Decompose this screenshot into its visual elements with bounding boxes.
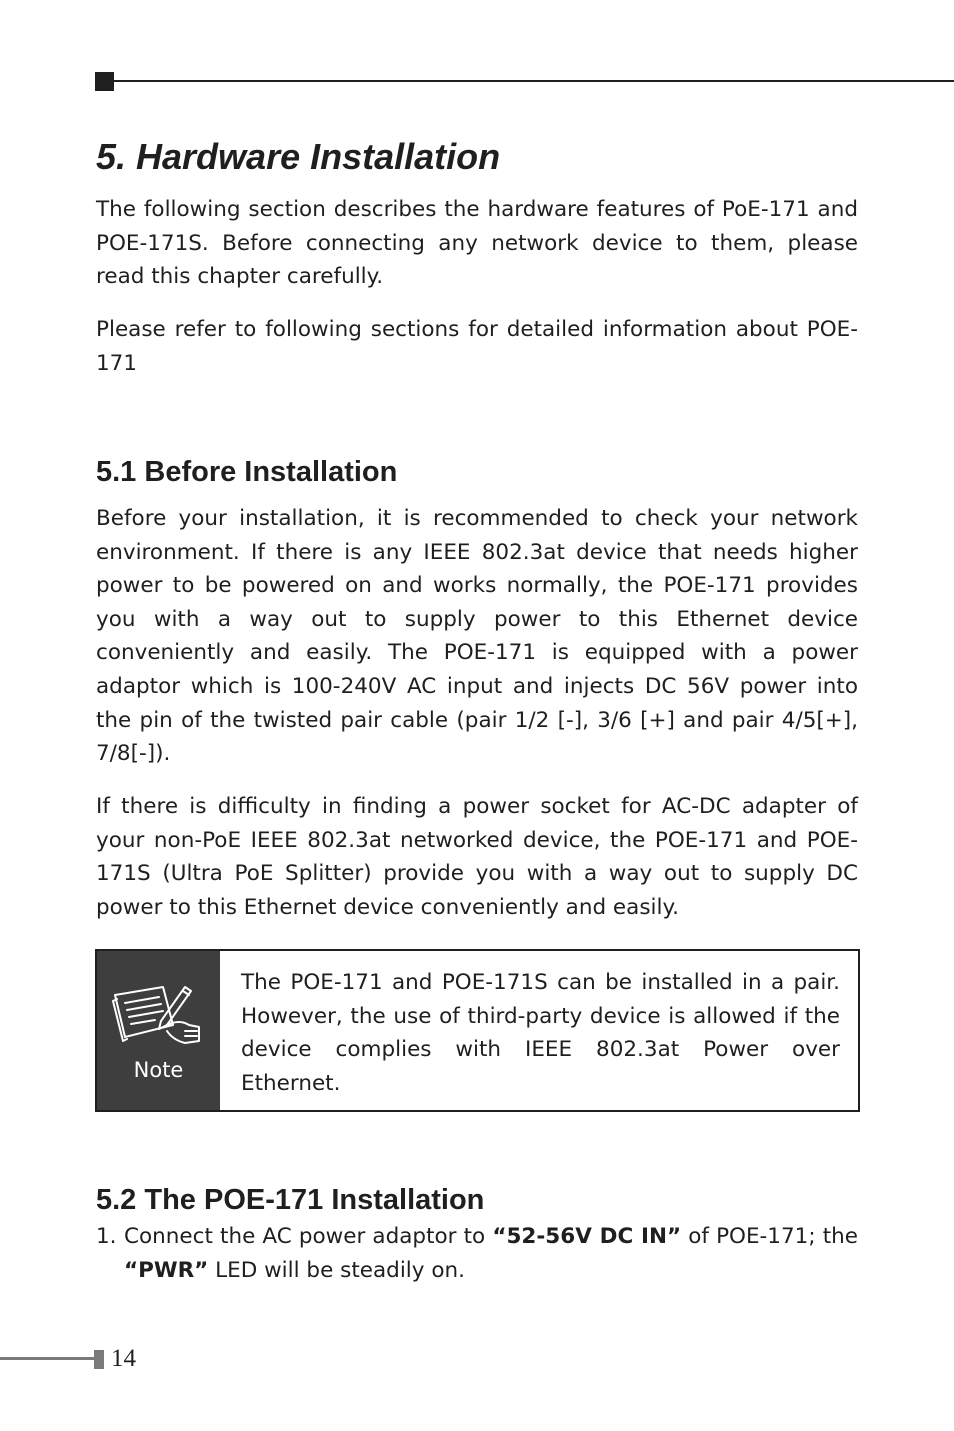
note-label: Note <box>133 1058 184 1082</box>
note-text: The POE-171 and POE-171S can be installed in a pair. However, the use of third-party device is allowed if the device complies with IEEE 802.3at Power over Ethernet. <box>241 970 840 1096</box>
section-title-before-installation: 5.1 Before Installation <box>96 456 398 488</box>
note-pen-icon <box>111 981 203 1047</box>
chapter-title: 5. Hardware Installation <box>96 136 501 177</box>
chapter-intro-paragraph: The following section describes the hardware features of PoE-171 and POE-171S. Before connecting any network device to them, please read this chapter carefully. <box>96 197 858 290</box>
note-box <box>95 949 860 1112</box>
header-marker <box>95 72 114 91</box>
dc-in-port-label: “52-56V DC IN” <box>492 1224 682 1249</box>
step-number: 1. <box>96 1224 117 1249</box>
installation-step-1 <box>96 1220 858 1287</box>
note-side-panel <box>97 951 220 1110</box>
ac-dc-adapter-paragraph: If there is difficulty in finding a power socket for AC-DC adapter of your non-PoE IEEE 802.3at networked device, the POE-171 and POE-171S (Ultra PoE Splitter) provide you with a way out to supply DC power to this Ethernet device conveniently and easily. <box>96 794 858 920</box>
chapter-reference-paragraph: Please refer to following sections for detailed information about POE-171 <box>96 317 858 376</box>
step-text: Connect the AC power adaptor to “52-56V DC IN” of POE-171; the “PWR” LED will be steadily on. <box>124 1224 858 1283</box>
footer-rule <box>0 1357 94 1360</box>
before-installation-paragraph: Before your installation, it is recommended to check your network environment. If there is any IEEE 802.3at device that needs higher power to be powered on and works normally, the POE-171 provides you with a way out to supply power to this Ethernet device conveniently and easily. The POE-171 is equipped with a power adaptor which is 100-240V AC input and injects DC 56V power into the pin of the twisted pair cable (pair 1/2 [-], 3/6 [+] and pair 4/5[+], 7/8[-]). <box>96 506 858 767</box>
header-rule <box>114 80 954 82</box>
footer-marker <box>94 1350 104 1369</box>
section-title-poe171-installation: 5.2 The POE-171 Installation <box>96 1184 485 1216</box>
pwr-led-label: “PWR” <box>124 1257 209 1283</box>
page-number: 14 <box>111 1345 136 1372</box>
